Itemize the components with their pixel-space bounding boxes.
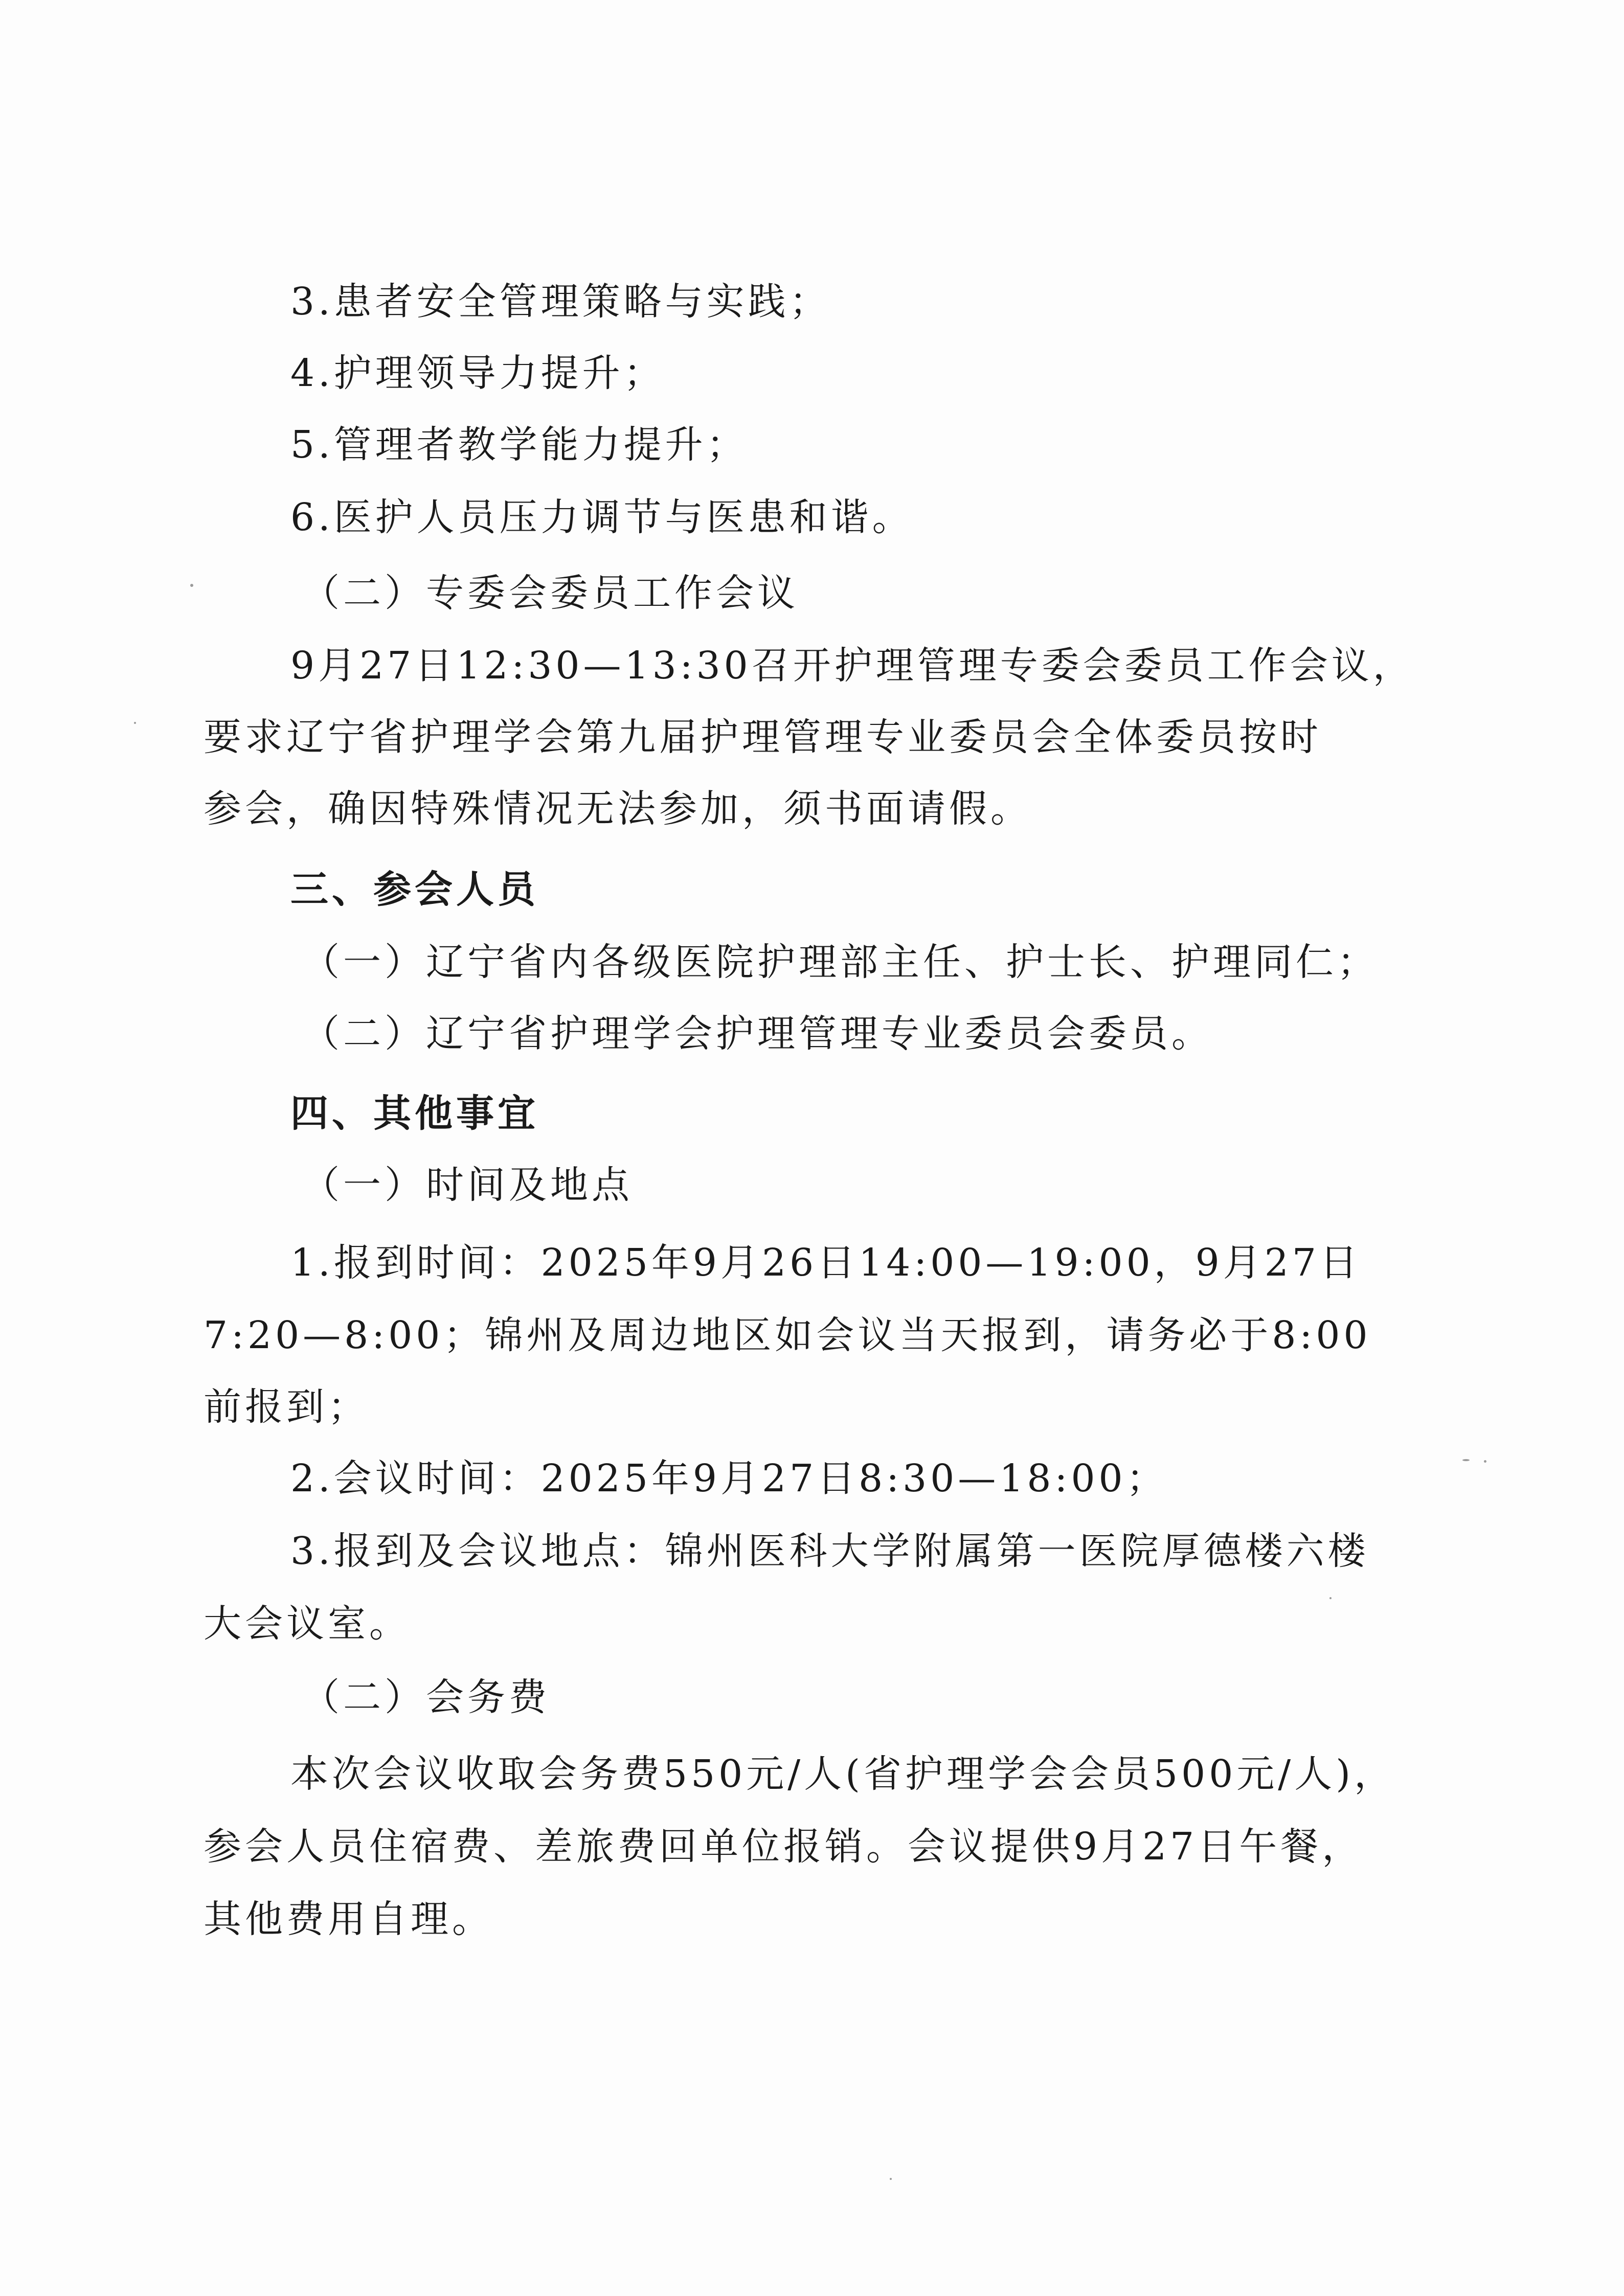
paragraph-line: 参会人员住宿费、差旅费回单位报销。会议提供9月27日午餐，	[204, 1825, 1364, 1869]
list-item-5: 5.管理者教学能力提升；	[290, 423, 748, 467]
paragraph-line: 要求辽宁省护理学会第九届护理管理专业委员会全体委员按时	[204, 715, 1322, 759]
attendee-item-1: （一）辽宁省内各级医院护理部主任、护士长、护理同仁；	[302, 940, 1379, 984]
scan-speck	[1484, 1460, 1486, 1463]
list-item-4: 4.护理领导力提升；	[290, 351, 665, 395]
scan-speck	[134, 722, 136, 724]
subheading-time-place: （一）时间及地点	[302, 1163, 633, 1207]
paragraph-line: 3.报到及会议地点：锦州医科大学附属第一医院厚德楼六楼	[290, 1529, 1369, 1573]
paragraph-line: 前报到；	[204, 1385, 369, 1429]
scan-speck	[1329, 1597, 1332, 1599]
paragraph-line: 其他费用自理。	[204, 1897, 493, 1941]
paragraph-line: 大会议室。	[204, 1602, 411, 1646]
scan-speck	[1462, 1459, 1470, 1461]
paragraph-line: 9月27日12:30—13:30召开护理管理专委会委员工作会议，	[290, 644, 1414, 688]
list-item-6: 6.医护人员压力调节与医患和谐。	[290, 495, 914, 539]
attendee-item-2: （二）辽宁省护理学会护理管理专业委员会委员。	[302, 1012, 1213, 1056]
paragraph-line: 本次会议收取会务费550元/人(省护理学会会员500元/人)，	[290, 1752, 1396, 1796]
scan-speck	[190, 584, 193, 587]
subheading-committee-meeting: （二）专委会委员工作会议	[302, 571, 799, 615]
section-heading-other-matters: 四、其他事宜	[290, 1092, 539, 1135]
subheading-fees: （二）会务费	[302, 1675, 550, 1719]
scan-speck	[890, 2178, 892, 2180]
paragraph-line: 1.报到时间：2025年9月26日14:00—19:00，9月27日	[290, 1241, 1361, 1285]
list-item-3: 3.患者安全管理策略与实践；	[290, 280, 831, 324]
paragraph-line: 2.会议时间：2025年9月27日8:30—18:00；	[290, 1457, 1168, 1501]
paragraph-line: 参会，确因特殊情况无法参加，须书面请假。	[204, 787, 1032, 831]
paragraph-line: 7:20—8:00；锦州及周边地区如会议当天报到，请务必于8:00	[204, 1313, 1371, 1357]
section-heading-attendees: 三、参会人员	[290, 868, 539, 912]
